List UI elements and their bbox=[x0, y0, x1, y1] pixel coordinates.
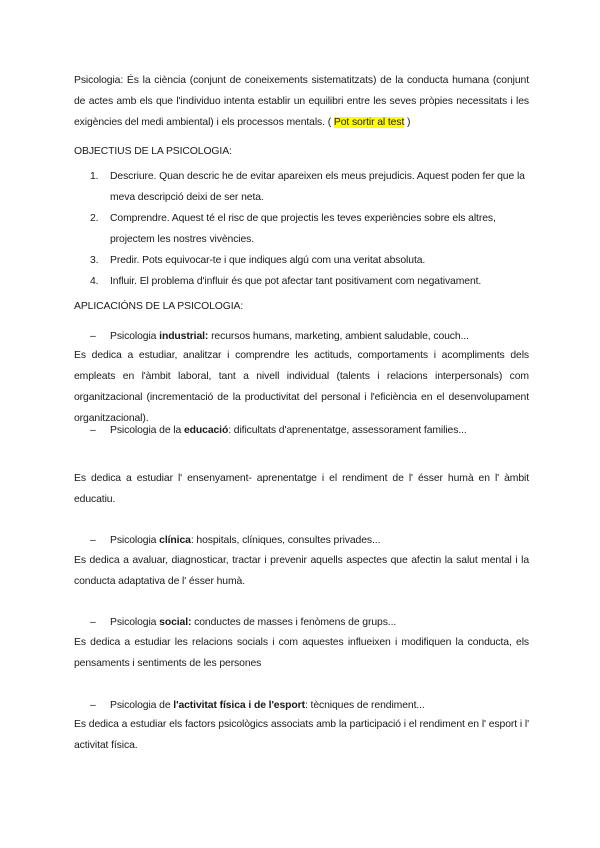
dash-bullet: – bbox=[90, 331, 96, 342]
application-title bbox=[110, 420, 467, 441]
application-bold: educació bbox=[183, 425, 229, 436]
application-title bbox=[110, 612, 396, 633]
application-bold: industrial: bbox=[159, 331, 209, 342]
application-suffix: recursos humans, marketing, ambient saludable, couch... bbox=[208, 331, 469, 342]
objective-text: Comprendre. Aquest té el risc de que projectis les teves experiències sobre els altres, projectem les nostres vivències. bbox=[110, 213, 496, 245]
objective-text: Influir. El problema d'influir és que pot afectar tant positivament com negativament. bbox=[110, 276, 482, 287]
application-prefix: Psicologia bbox=[110, 331, 160, 342]
objective-item bbox=[74, 166, 529, 208]
applications-heading: APLICACIÓNS DE LA PSICOLOGIA: bbox=[74, 301, 244, 312]
application-bold: l'activitat física i de l'esport bbox=[173, 700, 305, 711]
application-description: Es dedica a estudiar les relacions socials i com aquestes influeixen i modifiquen la conducta, els pensaments i sentiments de les persones bbox=[74, 637, 529, 669]
objective-text: Descriure. Quan descric he de evitar apareixen els meus prejudicis. Aquest poden fer que la meva descripció deixi de ser neta. bbox=[110, 171, 525, 203]
objective-number: 1. bbox=[90, 171, 99, 182]
objective-item bbox=[74, 271, 529, 292]
objective-item bbox=[74, 250, 529, 271]
application-prefix: Psicologia bbox=[110, 535, 160, 546]
application-bold: social: bbox=[159, 617, 192, 628]
application-description: Es dedica a estudiar els factors psicològics associats amb la participació i el rendiment en l' esport i l' activitat física. bbox=[74, 719, 529, 751]
objective-item bbox=[74, 208, 529, 250]
application-prefix: Psicologia bbox=[110, 617, 160, 628]
intro-paragraph bbox=[74, 70, 529, 133]
objectives-list bbox=[74, 166, 529, 292]
application-description: Es dedica a avaluar, diagnosticar, tractar i prevenir aquells aspectes que afectin la salut mental i la conducta adaptativa de l' ésser humà. bbox=[74, 555, 529, 587]
test-highlight: Pot sortir al test bbox=[333, 117, 405, 128]
application-suffix: : hospitals, clíniques, consultes privades... bbox=[190, 535, 381, 546]
dash-bullet: – bbox=[90, 617, 96, 628]
application-prefix: Psicologia de bbox=[110, 700, 174, 711]
application-bold: clínica bbox=[159, 535, 191, 546]
application-title bbox=[110, 326, 469, 347]
application-prefix: Psicologia de la bbox=[110, 425, 184, 436]
intro-text: És la ciència (conjunt de coneixements sistematitzats) de la conducta humana (conjunt de actes amb els que l'individuo intenta establir un equilibri entre les seves pròpies necessitats i les exigències del medi ambiental) i els processos mentals. ( bbox=[74, 75, 529, 128]
objective-text: Predir. Pots equivocar-te i que indiques algú com una veritat absoluta. bbox=[110, 255, 426, 266]
objective-number: 2. bbox=[90, 213, 99, 224]
dash-bullet: – bbox=[90, 425, 96, 436]
application-suffix: : dificultats d'aprenentatge, assessorament families... bbox=[228, 425, 467, 436]
dash-bullet: – bbox=[90, 700, 96, 711]
application-suffix: conductes de masses i fenòmens de grups... bbox=[191, 617, 397, 628]
dash-bullet: – bbox=[90, 535, 96, 546]
application-title bbox=[110, 695, 425, 716]
objectives-heading: OBJECTIUS DE LA PSICOLOGIA: bbox=[74, 146, 232, 157]
objective-number: 4. bbox=[90, 276, 99, 287]
intro-label: Psicologia: bbox=[74, 75, 124, 86]
objective-number: 3. bbox=[90, 255, 99, 266]
intro-after: ) bbox=[404, 117, 411, 128]
application-title bbox=[110, 530, 380, 551]
application-description: Es dedica a estudiar, analitzar i comprendre les actituds, comportaments i acompliments dels empleats en l'àmbit laboral, tant a nivell individual (talents i relacions interpersonals) com organitzacional (incrementació de la productivitat del personal i l'eficiència en el desenvolupament organitzacional). bbox=[74, 350, 529, 424]
application-description: Es dedica a estudiar l' ensenyament- aprenentatge i el rendiment de l' ésser humà en l' àmbit educatiu. bbox=[74, 473, 529, 505]
application-suffix: : tècniques de rendiment... bbox=[304, 700, 425, 711]
